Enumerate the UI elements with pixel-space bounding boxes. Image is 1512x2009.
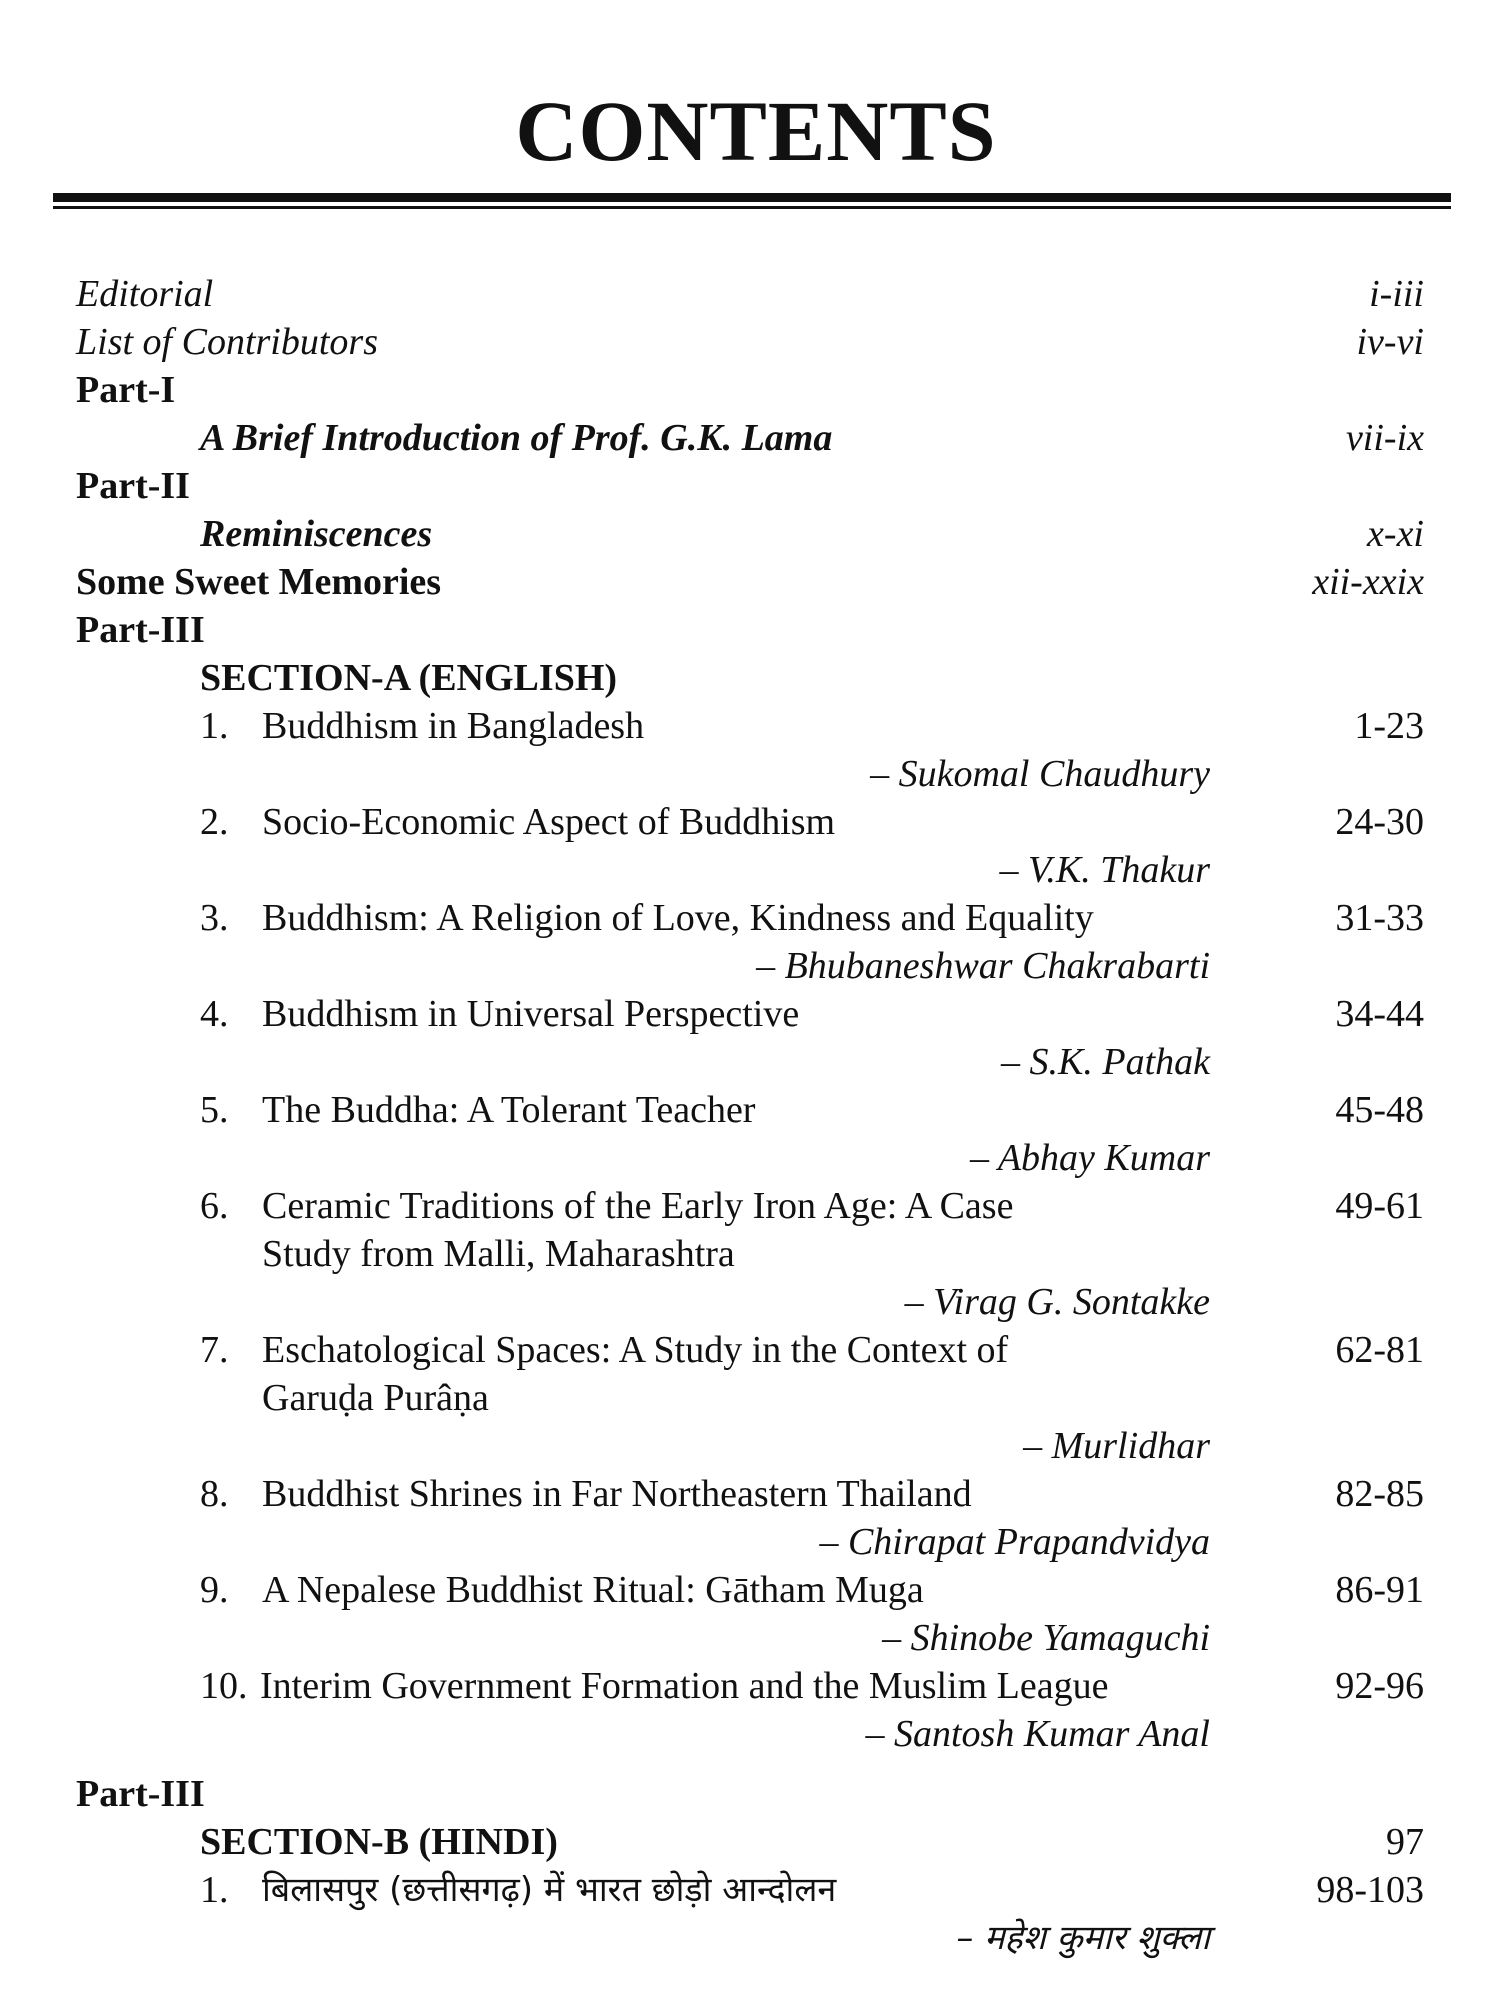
article-author: – Santosh Kumar Anal [865,1713,1210,1755]
part-heading [0,1770,1512,1818]
section-pages: 97 [1386,1821,1424,1863]
article-author-row [0,750,1512,798]
section-label: SECTION-B (HINDI) [200,1821,558,1863]
article-row [0,1566,1512,1614]
entry-label: Some Sweet Memories [76,561,442,603]
part-label: Part-I [76,369,176,411]
part-label: Part-III [76,1773,205,1815]
article-author-row [0,1710,1512,1758]
article-title: Buddhism in Universal Perspective [262,993,800,1035]
toc-entry-contributors [0,318,1512,366]
article-pages: 24-30 [1335,801,1424,843]
article-row [0,990,1512,1038]
article-title-continued [0,1374,1512,1422]
article-title: Ceramic Traditions of the Early Iron Age: A Case [262,1185,1014,1227]
article-number: 10. [200,1665,248,1707]
article-title-line2: Garuḍa Purâṇa [262,1377,489,1419]
article-number: 7. [200,1329,229,1371]
article-pages: 31-33 [1335,897,1424,939]
article-number: 4. [200,993,229,1035]
toc-entry-editorial [0,270,1512,318]
article-author-row [0,1518,1512,1566]
section-label: SECTION-A (ENGLISH) [200,657,618,699]
article-author-row [0,1422,1512,1470]
article-author: – V.K. Thakur [999,849,1210,891]
title-rule-thin [53,206,1451,209]
article-pages: 86-91 [1335,1569,1424,1611]
article-author-row [0,942,1512,990]
article-author: – S.K. Pathak [1001,1041,1210,1083]
article-author-row [0,1038,1512,1086]
article-pages: 49-61 [1335,1185,1424,1227]
article-number: 5. [200,1089,229,1131]
article-title: बिलासपुर (छत्तीसगढ़) में भारत छोड़ो आन्दोलन [262,1870,837,1910]
article-pages: 34-44 [1335,993,1424,1035]
article-number: 8. [200,1473,229,1515]
entry-pages: iv-vi [1356,321,1424,363]
article-title: The Buddha: A Tolerant Teacher [262,1089,756,1131]
toc-entry-memories [0,558,1512,606]
article-author-row [0,846,1512,894]
article-author-row [0,1914,1512,1962]
section-heading [0,654,1512,702]
article-author: – Sukomal Chaudhury [870,753,1210,795]
article-title-continued [0,1230,1512,1278]
article-author-row [0,1134,1512,1182]
article-row [0,894,1512,942]
part-heading [0,366,1512,414]
article-author-row [0,1614,1512,1662]
toc-entry-introduction [0,414,1512,462]
article-pages: 98-103 [1316,1869,1424,1911]
article-title: Buddhism: A Religion of Love, Kindness and Equality [262,897,1094,939]
article-pages: 1-23 [1354,705,1424,747]
entry-pages: x-xi [1367,513,1424,555]
article-row [0,798,1512,846]
article-pages: 82-85 [1335,1473,1424,1515]
article-author: – Chirapat Prapandvidya [819,1521,1210,1563]
article-number: 1. [200,1869,229,1911]
entry-pages: vii-ix [1345,417,1424,459]
article-author-row [0,1278,1512,1326]
article-title: Eschatological Spaces: A Study in the Context of [262,1329,1009,1371]
entry-pages: i-iii [1369,273,1424,315]
article-author: – महेश कुमार शुक्ला [956,1918,1210,1958]
part-heading [0,462,1512,510]
title-rule-thick [53,193,1451,202]
article-author: – Abhay Kumar [970,1137,1210,1179]
article-number: 9. [200,1569,229,1611]
article-title-line2: Study from Malli, Maharashtra [262,1233,735,1275]
article-pages: 62-81 [1335,1329,1424,1371]
article-pages: 45-48 [1335,1089,1424,1131]
article-author: – Virag G. Sontakke [904,1281,1210,1323]
page-title: CONTENTS [515,83,997,179]
part-label: Part-II [76,465,190,507]
article-title: Socio-Economic Aspect of Buddhism [262,801,836,843]
article-author: – Murlidhar [1023,1425,1210,1467]
article-row [0,1470,1512,1518]
entry-label: A Brief Introduction of Prof. G.K. Lama [200,417,833,459]
article-author: – Shinobe Yamaguchi [882,1617,1210,1659]
section-heading [0,1818,1512,1866]
article-title: Interim Government Formation and the Muslim League [260,1665,1109,1707]
entry-pages: xii-xxix [1312,561,1424,603]
entry-label: Editorial [76,273,214,315]
article-number: 1. [200,705,229,747]
article-number: 6. [200,1185,229,1227]
article-number: 2. [200,801,229,843]
article-title: Buddhist Shrines in Far Northeastern Thailand [262,1473,972,1515]
article-row [0,702,1512,750]
article-number: 3. [200,897,229,939]
article-title: Buddhism in Bangladesh [262,705,645,747]
article-row [0,1086,1512,1134]
part-heading [0,606,1512,654]
entry-label: Reminiscences [200,513,433,555]
article-pages: 92-96 [1335,1665,1424,1707]
article-author: – Bhubaneshwar Chakrabarti [756,945,1210,987]
article-row [0,1182,1512,1230]
article-row [0,1662,1512,1710]
article-title: A Nepalese Buddhist Ritual: Gātham Muga [262,1569,924,1611]
toc-entry-reminiscences [0,510,1512,558]
article-row [0,1866,1512,1914]
part-label: Part-III [76,609,205,651]
entry-label: List of Contributors [76,321,378,363]
article-row [0,1326,1512,1374]
